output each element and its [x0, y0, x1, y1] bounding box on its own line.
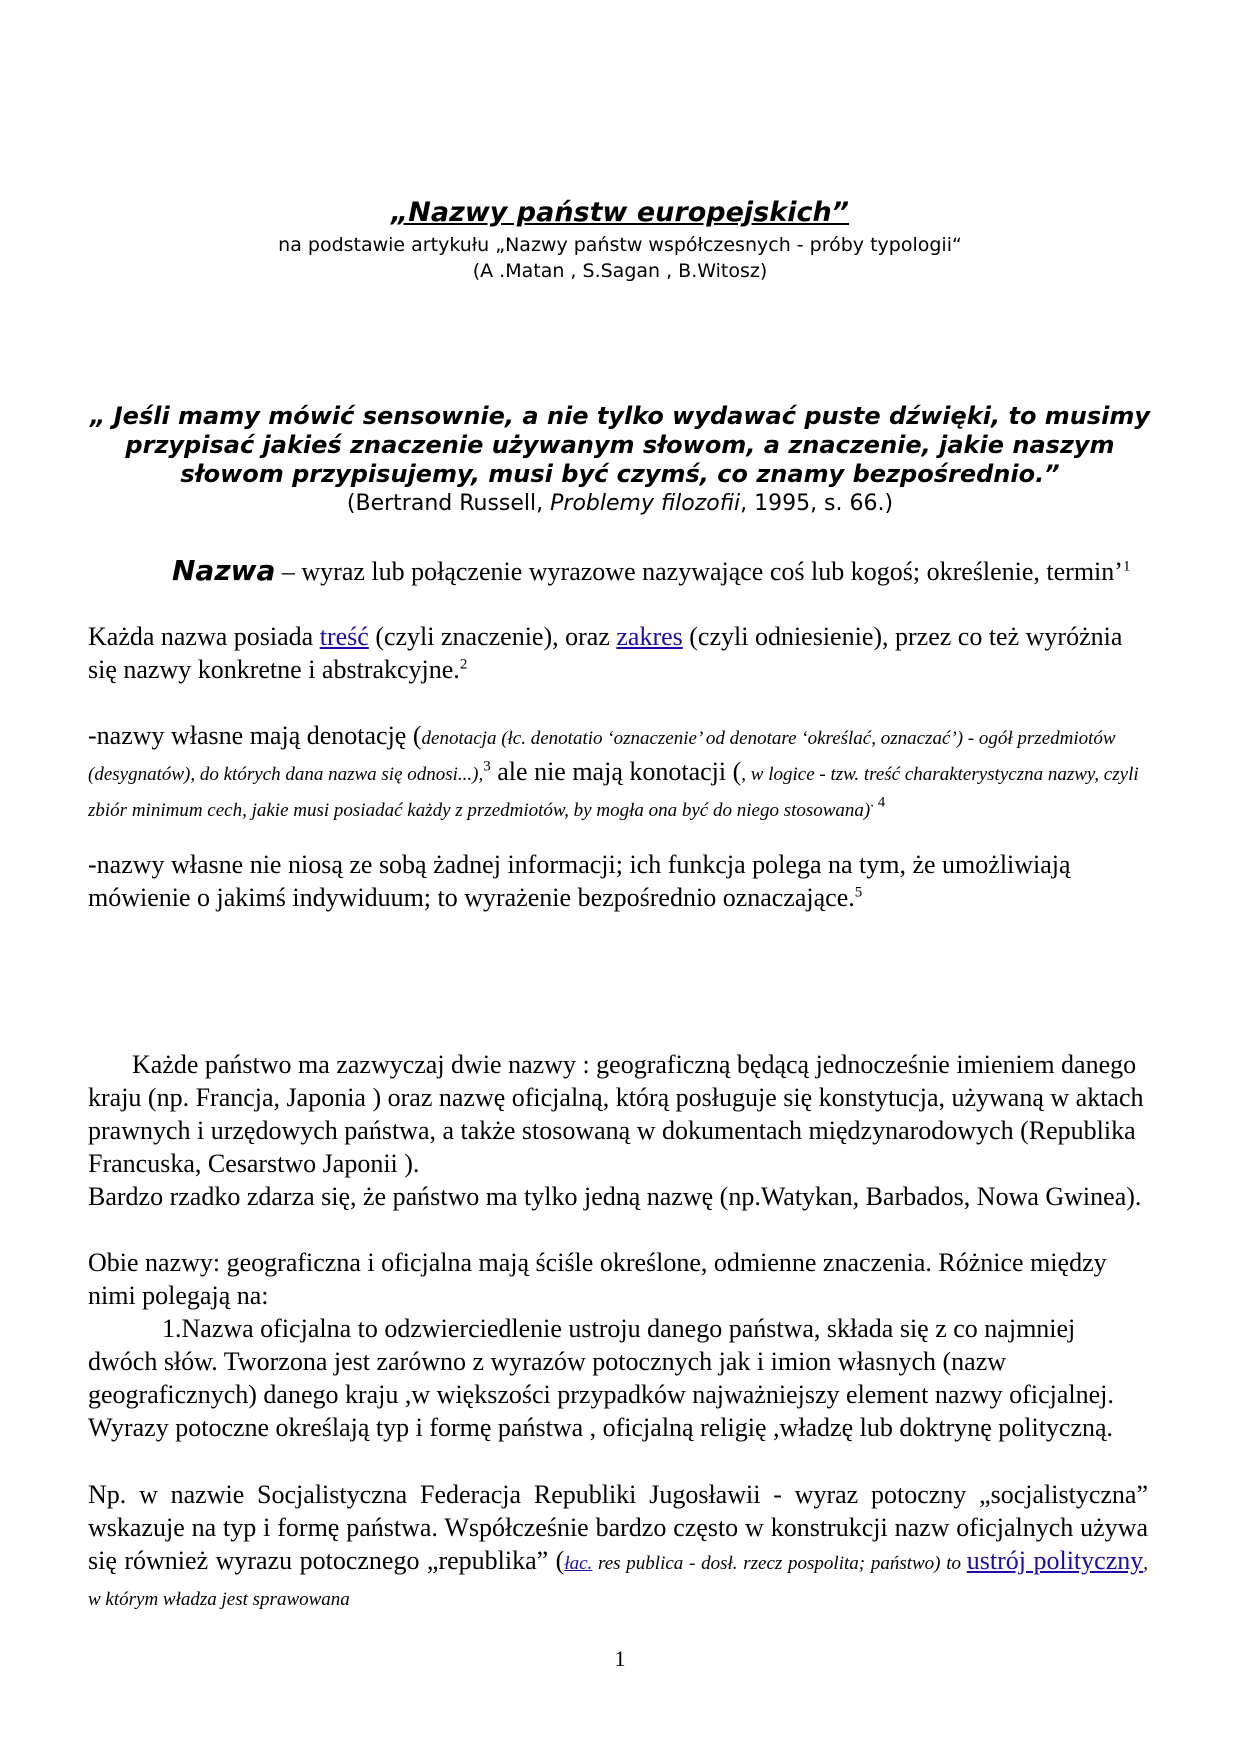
content-paragraph: Obie nazwy: geograficzna i oficjalna mają ściśle określone, odmienne znaczenia. Różnice między nimi polegają na: — [88, 1248, 1107, 1310]
paragraph-text: (czyli znaczenie), oraz — [368, 622, 617, 651]
paragraph-text: 1.Nazwa oficjalna to odzwierciedlenie ustroju danego państwa, składa się z co najmniej dwóch słów. Tworzona jest zarówno z wyrazów potocznych jak i imion własnych (nazw geograficznych) danego kraju ,w większości przypadków najważniejszy element nazwy oficjalnej. Wyrazy potoczne określają typ i formę państwa , oficjalną religię ,władzę lub doktrynę polityczną. — [88, 1314, 1114, 1442]
paragraph-text: -nazwy własne nie niosą ze sobą żadnej informacji; ich funkcja polega na tym, że umożliwiają mówienie o jakimś indywiduum; to wyrażenie bezpośrednio oznaczające. — [88, 850, 1071, 912]
content-paragraph — [88, 1048, 1148, 1180]
zakres-link[interactable]: zakres — [616, 622, 683, 651]
paragraph-text: Np. w nazwie Socjalistyczna Federacja Republiki Jugosławii - wyraz potoczny „socjalistyczna” wskazuje na typ i formę państwa. Współcześnie bardzo często w konstrukcji nazw oficjalnych używa się również wyrazu potocznego „republika” ( — [88, 1480, 1148, 1575]
subtitle-authors: (A .Matan , S.Sagan , B.Witosz) — [472, 260, 768, 282]
lac-link[interactable]: łac. — [564, 1553, 593, 1574]
tresc-link[interactable]: treść — [319, 622, 369, 651]
paragraph-text: (czyli odniesienie), przez co też wyróżnia się nazwy konkretne i abstrakcyjne. — [88, 622, 1123, 684]
document-subtitle — [0, 232, 1240, 284]
paragraph-text: -nazwy własne mają denotację ( — [88, 721, 422, 750]
footnote-ref[interactable]: . 4 — [870, 794, 886, 811]
document-title: „Nazwy państw europejskich” — [390, 197, 850, 228]
list-item — [88, 1312, 1148, 1444]
epigraph-source — [80, 490, 1160, 518]
denotation-note: denotacja (łc. denotatio ‘oznaczenie’ od denotare ‘określać, oznaczać’) - ogół przedmiotów (desygnatów), do których dana nazwa się odnosi...), — [88, 728, 1116, 785]
content-paragraph: Bardzo rzadko zdarza się, że państwo ma tylko jedną nazwę (np.Watykan, Barbados, Nowa Gwinea). — [88, 1182, 1142, 1211]
paragraph-text: , w którym władza jest sprawowana — [88, 1553, 1148, 1610]
denotation-paragraph — [88, 719, 1148, 827]
paragraph-text: ale nie mają konotacji ( — [490, 757, 742, 786]
definition-paragraph — [88, 554, 1148, 588]
res-publica-note: res publica - dosł. rzecz pospolita; państwo) to — [592, 1553, 967, 1574]
quote-page: , 1995, s. 66.) — [740, 491, 894, 516]
footnote-ref[interactable]: 5 — [854, 884, 863, 901]
definition-term: Nazwa — [172, 554, 276, 587]
subtitle-source-article: na podstawie artykułu „Nazwy państw współczesnych - próby typologii“ — [278, 234, 962, 256]
footnote-ref[interactable]: 2 — [459, 656, 468, 673]
paragraph-text: Każda nazwa posiada — [88, 622, 320, 651]
epigraph-quote: „ Jeśli mamy mówić sensownie, a nie tylko wydawać puste dźwięki, to musimy przypisać jakieś znaczenie używanym słowom, a znaczenie, jakie naszym słowom przypisujemy, musi być czymś, co znamy bezpośrednio.” — [89, 402, 1151, 488]
content-paragraph — [88, 1478, 1148, 1616]
content-paragraph — [88, 620, 1148, 686]
paragraph-text: Każde państwo ma zazwyczaj dwie nazwy : geograficzną będącą jednocześnie imieniem danego kraju (np. Francja, Japonia ) oraz nazwę oficjalną, którą posługuje się konstytucja, używaną w aktach prawnych i urzędowych państwa, a także stosowaną w dokumentach międzynarodowych (Republika Francuska, Cesarstwo Japonii ). — [88, 1050, 1144, 1178]
definition-text: – wyraz lub połączenie wyrazowe nazywające coś lub kogoś; określenie, termin’ — [275, 557, 1123, 586]
quote-book-title: Problemy filozofii — [550, 491, 741, 516]
ustroj-polityczny-link[interactable]: ustrój polityczny — [966, 1546, 1144, 1575]
content-paragraph — [88, 848, 1148, 914]
connotation-note: , w logice - tzw. treść charakterystyczna nazwy, czyli zbiór minimum cech, jakie musi posiadać każdy z przedmiotów, by mogła ona być do niego stosowana) — [88, 764, 1139, 821]
page-number: 1 — [614, 1646, 626, 1671]
quote-author: (Bertrand Russell, — [346, 491, 551, 516]
footnote-ref[interactable]: 3 — [483, 758, 491, 775]
footnote-ref[interactable]: 1 — [1122, 558, 1131, 575]
